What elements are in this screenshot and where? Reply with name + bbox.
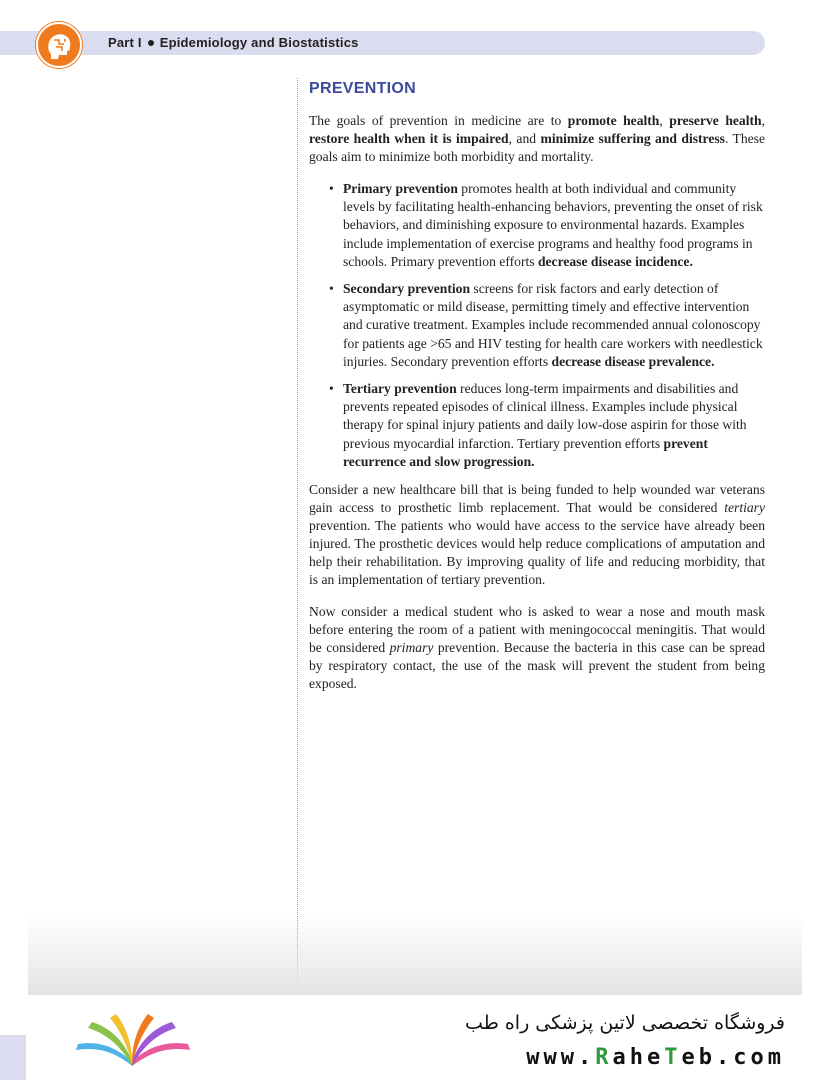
brand-url <box>440 1045 785 1070</box>
bold-run: restore health when it is impaired <box>309 131 509 146</box>
running-header <box>108 35 359 50</box>
head-brain-icon <box>36 22 82 68</box>
bold-run: promote health <box>567 113 660 128</box>
bold-run: decrease disease incidence. <box>537 253 693 269</box>
footer-shadow <box>28 915 802 995</box>
bold-run: preserve health <box>669 113 762 128</box>
section-title: PREVENTION <box>309 80 417 97</box>
primary-example-paragraph <box>309 603 765 693</box>
bold-run: prevent recurrence and slow progression. <box>343 435 708 469</box>
main-content <box>309 80 765 707</box>
list-item-primary <box>329 180 765 271</box>
term: Primary prevention <box>343 181 458 196</box>
open-book-logo <box>70 1010 196 1072</box>
prevention-list <box>309 180 765 471</box>
bold-run: minimize suffering and distress <box>540 131 725 146</box>
text-run: , and <box>508 131 541 146</box>
url-accent: R <box>595 1045 613 1070</box>
text-run: , <box>659 113 670 128</box>
side-tab <box>0 1035 26 1080</box>
text-run: Now consider a medical student who is asked to wear a nose and mouth mask before entering the room of a patient with meningococcal meningitis. That would be considered <box>309 604 765 656</box>
italic-run: tertiary <box>724 500 765 516</box>
intro-paragraph <box>309 112 765 166</box>
margin-rule <box>297 78 298 993</box>
url-accent: T <box>664 1045 682 1070</box>
term: Secondary prevention <box>343 281 471 297</box>
text-run: promotes health at both individual and community levels by facilitating health-enhancing behaviors, preventing the onset of risk behaviors, and diminishing exposure to environmental hazards. Examples include implementation of exercise programs and healthy food programs in schools. Primary prevention efforts <box>343 181 763 269</box>
list-item-tertiary <box>329 380 765 471</box>
url-part: eb <box>681 1045 717 1070</box>
chapter-label: Epidemiology and Biostatistics <box>159 35 359 50</box>
url-part: ahe <box>612 1045 665 1070</box>
text-run: Consider a new healthcare bill that is being funded to help wounded war veterans gain access to prosthetic limb replacement. That would be considered <box>309 482 765 516</box>
tertiary-example-paragraph <box>309 481 765 589</box>
text-run: The goals of prevention in medicine are to <box>309 113 568 128</box>
text-run: screens for risk factors and early detection of asymptomatic or mild disease, permitting timely and effective intervention and curative treatment. Examples include recommended annual colonoscopy for patients age >65 and HIV testing for health care workers with needlestick injuries. Secondary prevention efforts <box>343 281 763 369</box>
url-part: .com <box>716 1045 785 1070</box>
text-run: . These goals aim to minimize both morbidity and mortality. <box>309 131 766 164</box>
italic-run: primary <box>389 640 434 656</box>
text-run: prevention. The patients who would have access to the service have already been injured. The prosthetic devices would help reduce complications of amputation and help their rehabilitation. By improving quality of life and reducing morbidity, that is an implementation of tertiary prevention. <box>309 518 765 588</box>
part-label: Part I <box>108 35 142 50</box>
text-run: prevention. Because the bacteria in this case can be spread by respiratory contact, the use of the mask will prevent the student from being exposed. <box>309 640 765 692</box>
brand-name: فروشگاه تخصصی لاتین پزشکی راه طب <box>465 1012 785 1034</box>
bullet-dot <box>148 40 154 46</box>
bold-run: decrease disease prevalence. <box>551 353 715 369</box>
text-run: reduces long-term impairments and disabilities and prevents repeated episodes of clinical illness. Examples include physical therapy for spinal injury patients and daily low-dose aspirin for those with previous myocardial infarction. Tertiary prevention efforts <box>343 381 747 451</box>
list-item-secondary <box>329 280 765 371</box>
term: Tertiary prevention <box>343 381 457 397</box>
url-part: www. <box>526 1045 596 1070</box>
text-run: , <box>761 113 765 128</box>
